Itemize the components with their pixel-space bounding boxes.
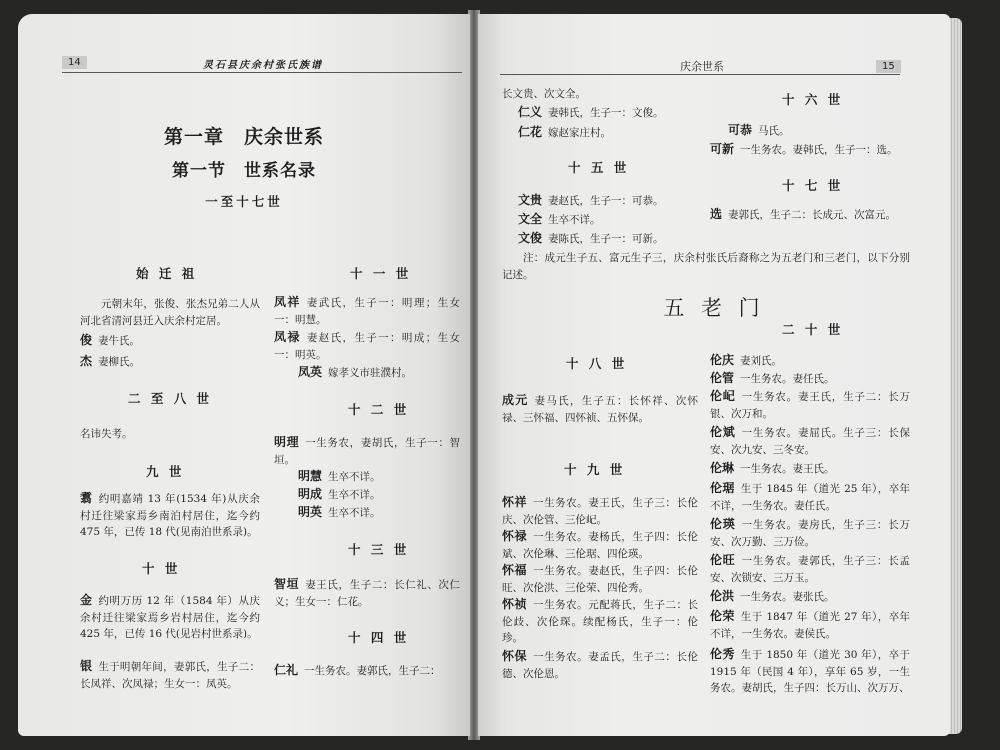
genealogy-entry xyxy=(710,141,908,159)
entry-text: 妻陈氏，生子一：可新。 xyxy=(548,233,664,245)
genealogy-entry xyxy=(274,434,460,468)
genealogy-entry xyxy=(298,486,460,504)
person-name: 金 xyxy=(80,593,93,607)
entry-text: 一生务农。妻王氏。 xyxy=(740,463,835,475)
entry-text: 一生务农。妻王氏，生子二：长万银、次万和。 xyxy=(710,391,910,420)
genealogy-entry xyxy=(518,192,708,210)
genealogy-entry xyxy=(710,552,910,586)
genealogy-entry xyxy=(710,424,910,458)
person-name: 伦庆 xyxy=(710,353,735,367)
genealogy-entry xyxy=(710,370,910,388)
person-name: 怀福 xyxy=(502,563,528,577)
person-name: 伦荣 xyxy=(710,609,735,623)
genealogy-entry xyxy=(710,608,910,642)
person-name: 智垣 xyxy=(274,577,300,591)
genealogy-entry xyxy=(710,352,910,370)
genealogy-entry xyxy=(298,504,460,522)
person-name: 明英 xyxy=(298,505,323,519)
entry-text: 嫁孝义市驻濮村。 xyxy=(328,367,413,379)
person-name: 仁礼 xyxy=(274,663,299,677)
genealogy-entry xyxy=(710,588,910,606)
paragraph: 名讳失考。 xyxy=(80,428,133,440)
entry-text: 约明嘉靖 13 年(1534 年)从庆余村迁往梁家焉乡南泊村居住，迄今约 475 年，已传 18 代(见南泊世系录)。 xyxy=(80,493,260,538)
entry-text: 生卒不详。 xyxy=(328,471,381,483)
entry-text: 妻武氏，生子一：明理；生女一：明慧。 xyxy=(274,297,460,326)
genealogy-entry xyxy=(80,592,260,643)
entry-text: 生于明朝年间，妻郭氏，生子二：长凤祥、次凤禄；生女一：凤英。 xyxy=(80,661,260,690)
generation-heading: 十 七 世 xyxy=(782,178,844,193)
page-number: 14 xyxy=(62,56,87,69)
person-name: 怀保 xyxy=(502,649,528,663)
person-name: 伦斌 xyxy=(710,425,736,439)
entry-text: 一生务农。妻郭氏，生子三：长孟安、次锁安、三万玉。 xyxy=(710,555,910,584)
right-page xyxy=(478,14,950,736)
person-name: 明理 xyxy=(274,435,300,449)
running-head: 庆余世系 xyxy=(680,60,724,73)
genealogy-entry xyxy=(710,388,910,422)
entry-text: 妻柳氏。 xyxy=(98,356,141,368)
genealogy-entry xyxy=(502,562,698,596)
generation-heading: 二 至 八 世 xyxy=(128,391,213,406)
entry-text: 生卒不详。 xyxy=(328,489,381,501)
generation-heading: 十 六 世 xyxy=(782,92,844,107)
paragraph: 元朝末年，张俊、张杰兄弟二人从河北省清河县迁入庆余村定居。 xyxy=(80,298,260,327)
entry-text: 一生务农。妻杨氏，生子四：长伦斌、次伦琳、三伦琚、四伦瑛。 xyxy=(502,531,698,560)
entry-text: 一生务农。妻张氏。 xyxy=(740,591,835,603)
person-name: 怀祥 xyxy=(502,495,528,509)
entry-text: 一生务农。妻屈氏。生子三：长保安、次九安、三冬安。 xyxy=(710,427,910,456)
entry-text: 生卒不详。 xyxy=(548,214,601,226)
person-name: 明成 xyxy=(298,487,323,501)
entry-text: 妻刘氏。 xyxy=(740,355,783,367)
entry-text: 妻牛氏。 xyxy=(98,335,141,347)
person-name: 可恭 xyxy=(728,123,753,137)
generation-heading: 十 四 世 xyxy=(348,630,410,645)
person-name: 可新 xyxy=(710,142,735,156)
person-name: 伦琳 xyxy=(710,461,735,475)
genealogy-entry xyxy=(518,211,708,229)
person-name: 明慧 xyxy=(298,469,323,483)
generation-heading: 十 八 世 xyxy=(566,356,628,371)
person-name: 仁义 xyxy=(518,105,543,119)
genealogy-entry xyxy=(518,104,708,122)
paragraph: 长文贵、次文全。 xyxy=(502,88,586,100)
left-page xyxy=(18,14,470,736)
entry-text: 一生务农。妻郭氏，生子二： xyxy=(304,665,441,677)
genealogy-entry xyxy=(710,516,910,550)
person-name: 伦旺 xyxy=(710,553,736,567)
genealogy-entry xyxy=(274,329,460,363)
entry-text: 妻韩氏，生子一：文俊。 xyxy=(548,107,664,119)
genealogy-entry xyxy=(274,294,460,328)
genealogy-entry xyxy=(502,648,698,682)
genealogy-entry xyxy=(710,646,910,697)
chapter-title: 第一章 庆余世系 xyxy=(163,126,324,148)
person-name: 银 xyxy=(80,659,93,673)
person-name: 文贵 xyxy=(518,193,543,207)
entry-text: 一生务农。元配蒋氏，生子二：长伦歧、次伦琛。续配杨氏，生子一：伦珍。 xyxy=(502,599,698,644)
running-head: 灵石县庆余村张氏族谱 xyxy=(203,60,323,71)
genealogy-entry xyxy=(298,468,460,486)
person-name: 俊 xyxy=(80,333,93,347)
person-name: 伦屺 xyxy=(710,389,736,403)
genealogy-entry xyxy=(502,392,698,426)
entry-text: 妻王氏，生子二：长仁礼、次仁义；生女一：仁花。 xyxy=(274,579,460,608)
person-name: 伦管 xyxy=(710,371,735,385)
branch-title: 五 老 门 xyxy=(663,296,765,320)
person-name: 成元 xyxy=(502,393,529,407)
person-name: 文俊 xyxy=(518,231,543,245)
generation-heading: 二 十 世 xyxy=(782,322,844,337)
person-name: 仁花 xyxy=(518,125,543,139)
person-name: 凤英 xyxy=(298,365,323,379)
genealogy-entry xyxy=(518,230,708,248)
entry-text: 妻郭氏，生子二：长成元、次富元。 xyxy=(728,209,897,221)
section-title: 第一节 世系名录 xyxy=(172,161,316,181)
person-name: 伦秀 xyxy=(710,647,735,661)
entry-text: 一生务农。妻任氏。 xyxy=(740,373,835,385)
genealogy-entry xyxy=(502,494,698,528)
genealogy-entry xyxy=(274,576,460,610)
genealogy-entry xyxy=(710,460,910,478)
genealogy-entry xyxy=(710,480,910,514)
entry-text: 一生务农。妻王氏，生子三：长伦庆、次伦管、三伦屺。 xyxy=(502,497,698,526)
page-number: 15 xyxy=(876,60,901,73)
person-name: 凤祥 xyxy=(274,295,301,309)
person-name: 怀禄 xyxy=(502,529,528,543)
genealogy-entry xyxy=(80,353,260,371)
person-name: 杰 xyxy=(80,354,93,368)
generation-heading: 始 迁 祖 xyxy=(136,266,198,281)
person-name: 翥 xyxy=(80,491,93,505)
generation-heading: 十 三 世 xyxy=(348,542,410,557)
generation-heading: 十 世 xyxy=(142,561,181,576)
entry-text: 生卒不详。 xyxy=(328,507,381,519)
genealogy-entry xyxy=(502,528,698,562)
entry-text: 约明万历 12 年（1584 年）从庆余村迁往梁家焉乡岩村居住，迄今约 425 年，已传 16 代(见岩村世系录)。 xyxy=(80,595,260,640)
entry-text: 妻马氏，生子五：长怀祥、次怀禄、三怀福、四怀祯、五怀保。 xyxy=(502,395,698,424)
header-rule xyxy=(500,74,900,75)
genealogy-entry xyxy=(710,206,908,224)
entry-text: 一生务农。妻房氏，生子三：长万安、次万勤、三万俭。 xyxy=(710,519,910,548)
genealogy-entry xyxy=(502,596,698,647)
genealogy-entry xyxy=(518,124,708,142)
generation-heading: 十 九 世 xyxy=(564,462,626,477)
person-name: 伦洪 xyxy=(710,589,735,603)
header-rule xyxy=(62,72,462,73)
person-name: 伦瑛 xyxy=(710,517,736,531)
person-name: 伦琚 xyxy=(710,481,735,495)
genealogy-entry xyxy=(80,332,260,350)
genealogy-entry xyxy=(728,122,908,140)
generation-heading: 十 五 世 xyxy=(568,160,630,175)
genealogy-entry xyxy=(298,364,460,382)
entry-text: 生于 1847 年（道光 27 年），卒年不详，一生务农。妻侯氏。 xyxy=(710,611,910,640)
entry-text: 妻赵氏，生子一：可恭。 xyxy=(548,195,664,207)
entry-text: 生于 1850 年（道光 30 年），卒于 1915 年（民国 4 年），享年 65 岁，一生务农。妻胡氏，生子四：长万山、次万万、 xyxy=(710,649,910,694)
entry-text: 一生务农，妻胡氏，生子一：智垣。 xyxy=(274,437,460,466)
entry-text: 一生务农。妻孟氏，生子二：长伦德、次伦恩。 xyxy=(502,651,698,680)
generation-heading: 九 世 xyxy=(146,464,185,479)
genealogy-entry xyxy=(274,662,460,680)
entry-text: 一生务农。妻韩氏，生子一：选。 xyxy=(740,144,898,156)
genealogy-entry xyxy=(80,490,260,541)
entry-text: 妻赵氏，生子一：明成；生女一：明英。 xyxy=(274,332,460,361)
person-name: 凤禄 xyxy=(274,330,301,344)
generation-heading: 十 二 世 xyxy=(348,402,410,417)
entry-text: 一生务农。妻赵氏，生子四：长伦旺、次伦洪、三伦荣、四伦秀。 xyxy=(502,565,698,594)
generation-heading: 十 一 世 xyxy=(350,266,412,281)
note-paragraph: 注：成元生子五、富元生子三，庆余村张氏后裔称之为五老门和三老门，以下分别记述。 xyxy=(502,252,910,281)
genealogy-entry xyxy=(80,658,260,692)
person-name: 文全 xyxy=(518,212,543,226)
generation-range: 一至十七世 xyxy=(205,194,283,209)
person-name: 选 xyxy=(710,207,723,221)
person-name: 怀祯 xyxy=(502,597,528,611)
entry-text: 马氏。 xyxy=(758,125,790,137)
entry-text: 嫁赵家庄村。 xyxy=(548,127,612,139)
entry-text: 生于 1845 年（道光 25 年），卒年不详，一生务农。妻任氏。 xyxy=(710,483,910,512)
